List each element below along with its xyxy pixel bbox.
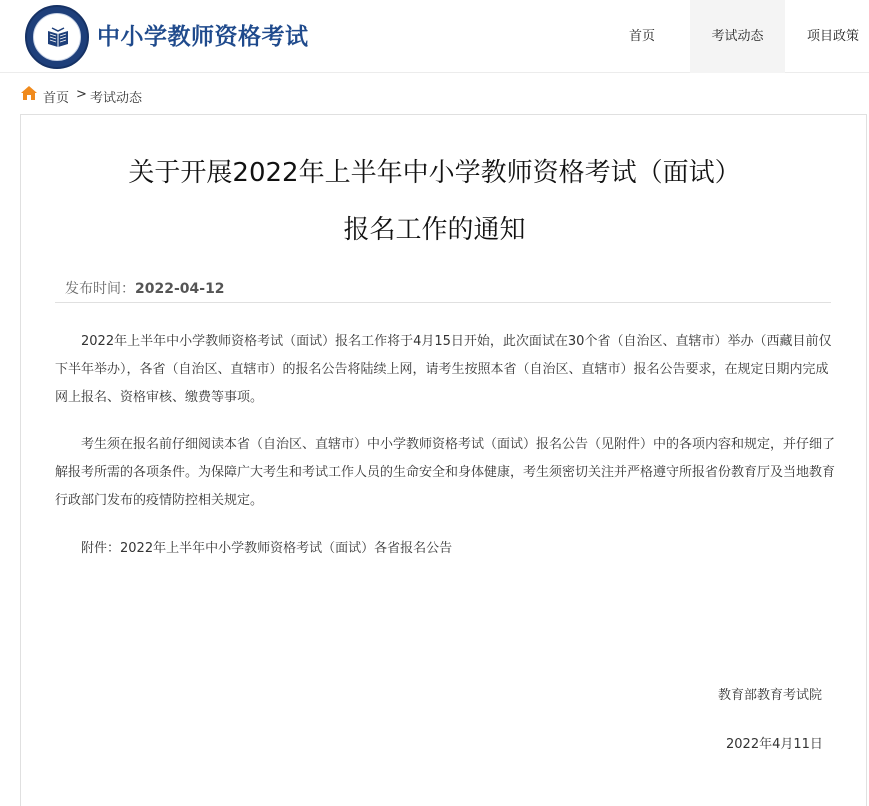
breadcrumb-separator: >: [76, 87, 87, 102]
book-icon: [47, 27, 69, 47]
publish-date: 2022-04-12: [135, 281, 225, 297]
site-header: [0, 0, 869, 73]
signature-organization: 教育部教育考试院: [718, 688, 823, 703]
nav-item-home[interactable]: 首页: [628, 29, 655, 44]
breadcrumb-home-link[interactable]: 首页: [43, 91, 70, 106]
article-paragraph-2: 考生须在报名前仔细阅读本省（自治区、直辖市）中小学教师资格考试（面试）报名公告（见附件）中的各项内容和规定，并仔细了解报考所需的各项条件。为保障广大考生和考试工作人员的生命安全和身体健康，考生须密切关注并严格遵守所报省份教育厅及当地教育行政部门发布的疫情防控相关规定。: [55, 437, 836, 508]
signature-date: 2022年4月11日: [726, 737, 823, 752]
logo-inner-ring: [33, 13, 81, 61]
nav-item-exam-news[interactable]: 考试动态: [690, 0, 785, 73]
seal-logo-icon[interactable]: [25, 5, 89, 69]
publish-label: 发布时间：: [65, 281, 135, 297]
article-paragraph-1: 2022年上半年中小学教师资格考试（面试）报名工作将于4月15日开始，此次面试在30个省（自治区、直辖市）举办（西藏目前仅下半年举办），各省（自治区、直辖市）的报名公告将陆续上网，请考生按照本省（自治区、直辖市）报名公告要求，在规定日期内完成网上报名、资格审核、缴费等事项。: [55, 334, 832, 405]
article-title-line1: 关于开展2022年上半年中小学教师资格考试（面试）: [128, 158, 741, 188]
article-title-line2: 报名工作的通知: [343, 215, 526, 245]
publish-meta: [65, 278, 225, 298]
attachment-link[interactable]: 附件：2022年上半年中小学教师资格考试（面试）各省报名公告: [81, 541, 453, 556]
home-icon: [21, 86, 37, 100]
site-title[interactable]: 中小学教师资格考试: [97, 24, 309, 50]
breadcrumb-current-link[interactable]: 考试动态: [90, 91, 143, 106]
nav-item-project-policy[interactable]: 项目政策: [806, 29, 859, 44]
meta-divider: [55, 302, 831, 303]
